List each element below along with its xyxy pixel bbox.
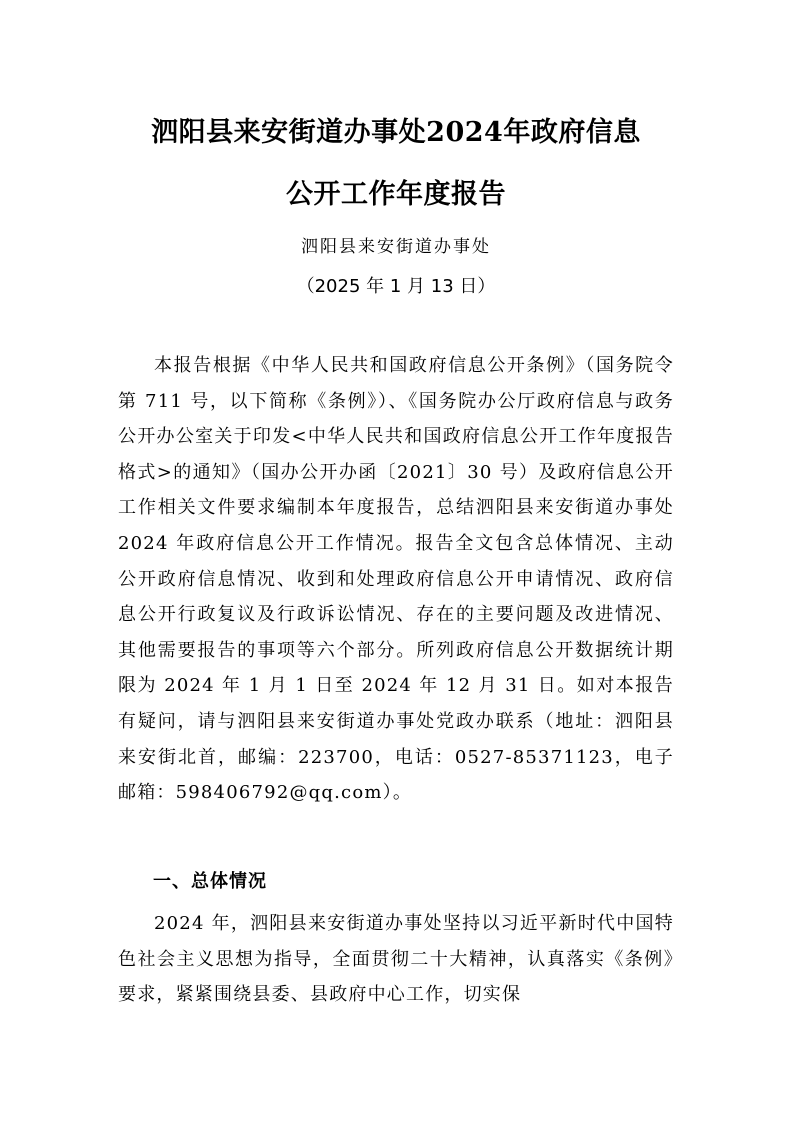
- issuer-name: 泗阳县来安街道办事处: [301, 237, 491, 257]
- overview-paragraph: 2024 年，泗阳县来安街道办事处坚持以习近平新时代中国特色社会主义思想为指导，全面贯彻二十大精神，认真落实《条例》要求，紧紧围绕县委、县政府中心工作，切实保: [118, 913, 674, 1006]
- intro-paragraph: 本报告根据《中华人民共和国政府信息公开条例》（国务院令第 711 号，以下简称《条例》）、《国务院办公厅政府信息与政务公开办公室关于印发<中华人民共和国政府信息公开工作年度报告格式>的通知》（国办公开办函〔2021〕30 号）及政府信息公开工作相关文件要求编制本年度报告，总结泗阳县来安街道办事处 2024 年政府信息公开工作情况。报告全文包含总体情况、主动公开政府信息情况、收到和处理政府信息公开申请情况、政府信息公开行政复议及行政诉讼情况、存在的主要问题及改进情况、其他需要报告的事项等六个部分。所列政府信息公开数据统计期限为 2024 年 1 月 1 日至 2024 年 12 月 31 日。如对本报告有疑问，请与泗阳县来安街道办事处党政办联系（地址：泗阳县来安街北首，邮编：223700，电话：0527-85371123，电子邮箱：598406792@qq.com）。: [118, 355, 674, 804]
- report-title-line-1: 泗阳县来安街道办事处2024年政府信息: [151, 117, 641, 148]
- report-title-line-2: 公开工作年度报告: [286, 179, 506, 210]
- section-heading-overview: 一、总体情况: [153, 871, 267, 892]
- report-date: （2025 年 1 月 13 日）: [296, 276, 496, 297]
